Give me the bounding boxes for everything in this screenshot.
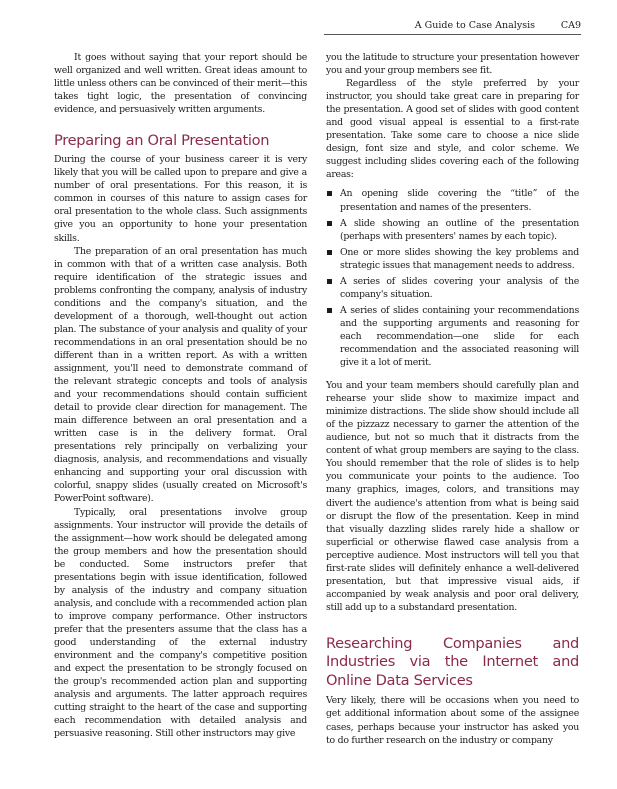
slide-list xyxy=(326,187,579,369)
running-title: A Guide to Case Analysis xyxy=(414,20,535,31)
list-item: An opening slide covering the “title” of the presentation and names of the presenters. xyxy=(326,187,579,213)
oral-paragraph-2: The preparation of an oral presentation has much in common with that of a written case analysis. Both require identification of the strategic issues and problems confronting the company, analysis of industry conditions and the company's situation, and the development of a thorough, well-thought out action plan. The substance of your analysis and quality of your recommendations in an oral presentation should be no different than in a written report. As with a written assignment, you'll need to demonstrate command of the relevant strategic concepts and tools of analysis and your recommendations should contain sufficient detail to provide clear direction for management. The main difference between an oral presentation and a written case is in the delivery format. Oral presentations rely principally on verbalizing your diagnosis, analysis, and recommendations and visually enhancing and supporting your oral discussion with colorful, snappy slides (usually created on Microsoft's PowerPoint software). xyxy=(54,245,307,505)
oral-paragraph-3: Typically, oral presentations involve group assignments. Your instructor will provide the details of the assignment—how work should be delegated among the group members and how the presentation should be conducted. Some instructors prefer that presentations begin with issue identification, followed by analysis of the industry and company situation analysis, and conclude with a recommended action plan to improve company performance. Other instructors prefer that the presenters assume that the class has a good understanding of the external industry environment and the company's competitive position and expect the presentation to be strongly focused on the group's recommended action plan and supporting analysis and arguments. The latter approach requires cutting straight to the heart of the case and supporting each recommendation with detailed analysis and persuasive reasoning. Still other instructors may give xyxy=(54,506,307,740)
bullet-icon xyxy=(327,191,332,196)
page-number: CA9 xyxy=(560,20,581,31)
bullet-icon xyxy=(327,250,332,255)
bullet-icon xyxy=(327,279,332,284)
continued-paragraph: you the latitude to structure your presentation however you and your group members see fit. xyxy=(326,52,579,77)
list-item: A slide showing an outline of the presentation (perhaps with presenters' names by each topic). xyxy=(326,217,579,243)
oral-paragraph-1: During the course of your business career it is very likely that you will be called upon to prepare and give a number of oral presentations. For this reason, it is common in courses of this nature to assign cases for oral presentation to the whole class. Such assignments give you an opportunity to hone your presentation skills. xyxy=(54,154,307,244)
research-heading: Researching Companies and Industries via the Internet and Online Data Services xyxy=(326,634,579,689)
right-column xyxy=(326,51,579,747)
list-item: A series of slides containing your recommendations and the supporting arguments and reasoning for each recommendation—one slide for each recommendation and the associated reasoning will give it a lot of merit. xyxy=(326,304,579,369)
list-item: One or more slides showing the key problems and strategic issues that management needs to address. xyxy=(326,246,579,272)
header-rule xyxy=(324,34,581,35)
bullet-icon xyxy=(327,221,332,226)
intro-paragraph: It goes without saying that your report should be well organized and well written. Great ideas amount to little unless others can be convinced of their merit—this takes tight logic, the presentation of convincing evidence, and persuasively written arguments. xyxy=(54,52,307,116)
left-column xyxy=(54,51,307,740)
running-header xyxy=(0,20,617,34)
list-item: A series of slides covering your analysis of the company's situation. xyxy=(326,275,579,301)
rehearse-paragraph: You and your team members should carefully plan and rehearse your slide show to maximize impact and minimize distractions. The slide show should include all of the pizzazz necessary to garner the attention of the audience, but not so much that it distracts from the content of what group members are saying to the class. You should remember that the role of slides is to help you communicate your points to the audience. Too many graphics, images, colors, and transitions may divert the audience's attention from what is being said or disrupt the flow of the presentation. Keep in mind that visually dazzling slides rarely hide a shallow or superficial or otherwise flawed case analysis from a perceptive audience. Most instructors will tell you that first-rate slides will definitely enhance a well-delivered presentation, but that impressive visual aids, if accompanied by weak analysis and poor oral delivery, still add up to a substandard presentation. xyxy=(326,380,579,613)
oral-presentation-heading: Preparing an Oral Presentation xyxy=(54,132,270,150)
research-paragraph: Very likely, there will be occasions when you need to get additional information about some of the assignee cases, perhaps because your instructor has asked you to do further research on the industry or company xyxy=(326,695,579,746)
style-paragraph: Regardless of the style preferred by your instructor, you should take great care in preparing for the presentation. A good set of slides with good content and good visual appeal is essential to a first-rate presentation. Take some care to choose a nice slide design, font size and style, and color scheme. We suggest including slides covering each of the following areas: xyxy=(326,78,579,181)
bullet-icon xyxy=(327,308,332,313)
